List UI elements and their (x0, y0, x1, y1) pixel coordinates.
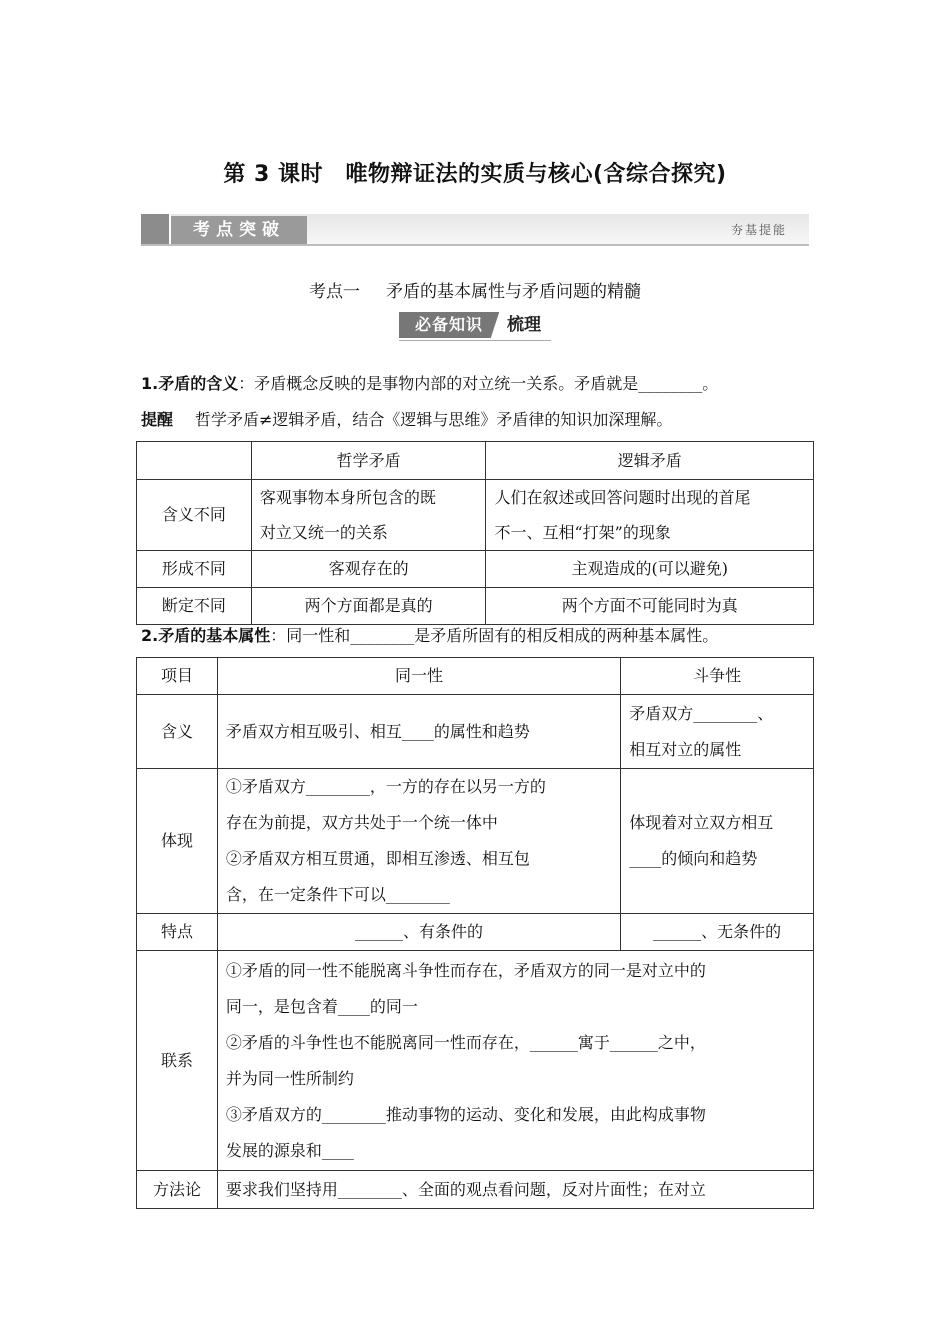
t1-cell: 两个方面都是真的 (251, 588, 486, 625)
p1-text: ：矛盾概念反映的是事物内部的对立统一关系。矛盾就是________。 (238, 374, 719, 393)
p2-heading: 矛盾的基本属性 (158, 626, 271, 645)
banner-right-label: 夯基提能 (730, 223, 787, 237)
comparison-table (136, 441, 814, 625)
t2-row-label: 特点 (137, 914, 218, 951)
t2-cell: 矛盾双方相互吸引、相互____的属性和趋势 (217, 695, 620, 769)
section-title: 矛盾的基本属性与矛盾问题的精髓 (386, 282, 641, 302)
t2-header-identity: 同一性 (217, 658, 620, 695)
t1-header-empty (137, 442, 252, 480)
t2-cell: 矛盾双方________、 相互对立的属性 (621, 695, 814, 769)
t1-cell: 主观造成的(可以避免) (486, 551, 814, 588)
section-heading (0, 277, 950, 302)
t1-header-logic: 逻辑矛盾 (486, 442, 814, 480)
t2-header-struggle: 斗争性 (621, 658, 814, 695)
attribute-table (136, 657, 814, 1209)
paragraph-1 (141, 372, 718, 396)
tip-heading: 提醒 (141, 410, 174, 429)
section-label: 考点一 (309, 282, 360, 302)
section-banner (141, 214, 809, 248)
banner-tab: 考点突破 (171, 216, 307, 244)
t2-row-label: 体现 (137, 769, 218, 914)
t1-row-label: 含义不同 (137, 480, 252, 551)
knowledge-badge-dark: 必备知识 (399, 312, 499, 338)
t2-cell: ①矛盾双方________，一方的存在以另一方的 存在为前提，双方共处于一个统一体中 ②矛盾双方相互贯通，即相互渗透、相互包 含，在一定条件下可以________ (217, 769, 620, 914)
p1-number: 1. (141, 374, 159, 393)
t1-header-philosophy: 哲学矛盾 (251, 442, 486, 480)
t1-row-label: 断定不同 (137, 588, 252, 625)
t1-cell: 客观存在的 (251, 551, 486, 588)
page-title: 第 3 课时 唯物辩证法的实质与核心(含综合探究) (223, 162, 727, 187)
paragraph-2 (141, 624, 718, 648)
t2-cell: ______、有条件的 (217, 914, 620, 951)
tip-text: 哲学矛盾≠逻辑矛盾，结合《逻辑与思维》矛盾律的知识加深理解。 (195, 410, 673, 429)
p2-number: 2. (141, 626, 159, 645)
t2-row-label: 方法论 (137, 1171, 218, 1209)
t1-row-label: 形成不同 (137, 551, 252, 588)
badge-underline (399, 340, 551, 341)
t1-cell: 客观事物本身所包含的既 对立又统一的关系 (251, 480, 486, 551)
knowledge-badge (399, 310, 551, 340)
knowledge-badge-light: 梳理 (507, 315, 541, 335)
t1-cell: 人们在叙述或回答问题时出现的首尾 不一、互相“打架”的现象 (486, 480, 814, 551)
banner-marker (141, 214, 169, 244)
t2-row-label: 含义 (137, 695, 218, 769)
t2-row-label: 联系 (137, 951, 218, 1171)
t2-cell-wide: 要求我们坚持用________、全面的观点看问题，反对片面性；在对立 (217, 1171, 813, 1209)
t2-header-item: 项目 (137, 658, 218, 695)
t2-cell-wide: ①矛盾的同一性不能脱离斗争性而存在，矛盾双方的同一是对立中的 同一，是包含着____的同一 ②矛盾的斗争性也不能脱离同一性而存在，______寓于______之中， 并为同一性所制约 ③矛盾双方的________推动事物的运动、变化和发展，由此构成事物 发展的源泉和____ (217, 951, 813, 1171)
t2-cell: 体现着对立双方相互 ____的倾向和趋势 (621, 769, 814, 914)
t2-cell: ______、无条件的 (621, 914, 814, 951)
tip-paragraph (141, 408, 672, 432)
t1-cell: 两个方面不可能同时为真 (486, 588, 814, 625)
p1-heading: 矛盾的含义 (158, 374, 239, 393)
p2-text: ：同一性和________是矛盾所固有的相反相成的两种基本属性。 (270, 626, 719, 645)
